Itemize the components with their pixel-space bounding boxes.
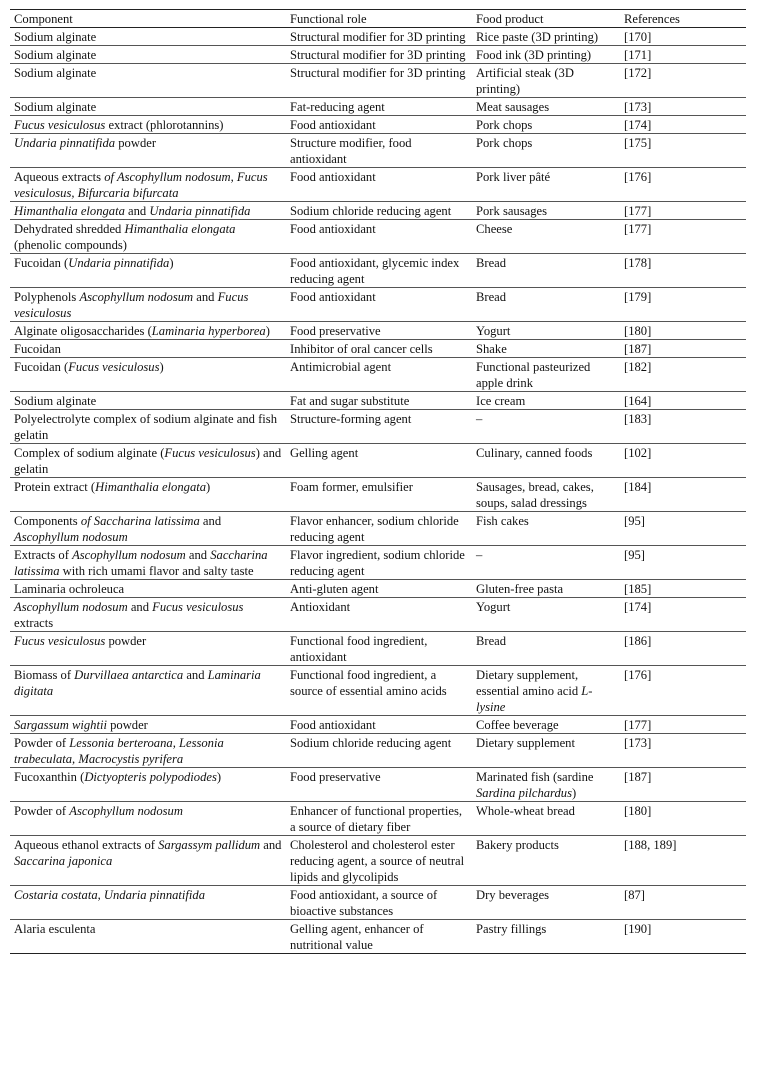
text-segment: – — [476, 548, 483, 562]
cell-functional-role: Sodium chloride reducing agent — [286, 202, 472, 220]
text-segment: Alaria esculenta — [14, 922, 96, 936]
italic-text: Sardina pilchardus — [476, 786, 572, 800]
cell-food-product — [472, 716, 620, 734]
table-row — [10, 836, 746, 886]
cell-functional-role: Food antioxidant, glycemic index reducing agent — [286, 254, 472, 288]
text-segment: Protein extract ( — [14, 480, 96, 494]
cell-component — [10, 478, 286, 512]
text-segment: Dietary supplement — [476, 736, 575, 750]
cell-functional-role: Fat and sugar substitute — [286, 392, 472, 410]
table-row — [10, 512, 746, 546]
cell-references: [180] — [620, 802, 746, 836]
text-segment: ) — [571, 786, 577, 800]
seaweed-components-table — [10, 9, 746, 954]
cell-component — [10, 836, 286, 886]
cell-functional-role: Structural modifier for 3D printing — [286, 28, 472, 46]
cell-functional-role: Food preservative — [286, 768, 472, 802]
cell-component — [10, 202, 286, 220]
text-segment: Yogurt — [476, 600, 511, 614]
text-segment: Sodium alginate — [14, 100, 97, 114]
text-segment: Coffee beverage — [476, 718, 559, 732]
italic-text: Ascophyllum nodosum — [14, 600, 128, 614]
italic-text: Sargassum wightii — [14, 718, 107, 732]
text-segment: Pastry fillings — [476, 922, 547, 936]
cell-component — [10, 168, 286, 202]
cell-food-product — [472, 666, 620, 716]
cell-component — [10, 444, 286, 478]
text-segment: Functional pasteurized apple drink — [476, 360, 591, 390]
text-segment: ) — [169, 256, 174, 270]
cell-references: [188, 189] — [620, 836, 746, 886]
text-segment: Fucoidan ( — [14, 256, 69, 270]
text-segment: Fucoidan ( — [14, 360, 69, 374]
cell-component — [10, 546, 286, 580]
table-row — [10, 920, 746, 954]
cell-food-product — [472, 340, 620, 358]
italic-text: Ascophyllum nodosum — [72, 548, 186, 562]
cell-functional-role: Food antioxidant, a source of bioactive substances — [286, 886, 472, 920]
cell-component — [10, 288, 286, 322]
table-row — [10, 134, 746, 168]
cell-food-product — [472, 410, 620, 444]
cell-references: [177] — [620, 220, 746, 254]
cell-references: [185] — [620, 580, 746, 598]
text-segment: Food ink (3D printing) — [476, 48, 592, 62]
text-segment: Artificial steak (3D printing) — [476, 66, 574, 96]
cell-component — [10, 64, 286, 98]
text-segment: Polyelectrolyte complex of sodium alginate and fish gelatin — [14, 412, 278, 442]
text-segment: Laminaria ochroleuca — [14, 582, 125, 596]
table-row — [10, 410, 746, 444]
text-segment: Dehydrated shredded — [14, 222, 125, 236]
cell-component — [10, 358, 286, 392]
text-segment: Sodium alginate — [14, 48, 97, 62]
cell-references: [190] — [620, 920, 746, 954]
text-segment: extract (phlorotannins) — [105, 118, 224, 132]
text-segment: Yogurt — [476, 324, 511, 338]
cell-references: [87] — [620, 886, 746, 920]
text-segment: Bakery products — [476, 838, 559, 852]
table-row — [10, 802, 746, 836]
cell-food-product — [472, 28, 620, 46]
cell-component — [10, 46, 286, 64]
table-row — [10, 220, 746, 254]
text-segment: Sodium alginate — [14, 66, 97, 80]
cell-references: [102] — [620, 444, 746, 478]
cell-functional-role: Enhancer of functional properties, a source of dietary fiber — [286, 802, 472, 836]
text-segment: powder — [115, 136, 157, 150]
text-segment: Sodium alginate — [14, 30, 97, 44]
header-food-product: Food product — [472, 10, 620, 28]
text-segment: and — [193, 290, 218, 304]
text-segment: Components — [14, 514, 81, 528]
text-segment: Cheese — [476, 222, 513, 236]
table-row — [10, 340, 746, 358]
cell-component — [10, 768, 286, 802]
text-segment: ) and gelatin — [14, 446, 282, 476]
text-segment: Fish cakes — [476, 514, 529, 528]
cell-functional-role: Food antioxidant — [286, 288, 472, 322]
italic-text: Saccharina latissima — [14, 548, 268, 578]
text-segment: Complex of sodium alginate ( — [14, 446, 165, 460]
cell-component — [10, 134, 286, 168]
text-segment: Powder of — [14, 804, 70, 818]
cell-references: [187] — [620, 768, 746, 802]
cell-references: [171] — [620, 46, 746, 64]
italic-text: Fucus vesiculosus — [14, 290, 249, 320]
text-segment: extracts — [14, 616, 54, 630]
cell-references: [175] — [620, 134, 746, 168]
cell-references: [174] — [620, 116, 746, 134]
cell-functional-role: Structure-forming agent — [286, 410, 472, 444]
italic-text: Laminaria hyperborea — [151, 324, 266, 338]
text-segment: ) — [216, 770, 222, 784]
italic-text: Ascophyllum nodosum — [69, 804, 183, 818]
text-segment: Ice cream — [476, 394, 526, 408]
table-row — [10, 64, 746, 98]
text-segment: Bread — [476, 634, 507, 648]
cell-functional-role: Sodium chloride reducing agent — [286, 734, 472, 768]
cell-food-product — [472, 202, 620, 220]
text-segment: Sausages, bread, cakes, soups, salad dressings — [476, 480, 594, 510]
text-segment: powder — [105, 634, 147, 648]
cell-component — [10, 920, 286, 954]
cell-references: [170] — [620, 28, 746, 46]
cell-food-product — [472, 288, 620, 322]
cell-functional-role: Cholesterol and cholesterol ester reducing agent, a source of neutral lipids and glycolipids — [286, 836, 472, 886]
text-segment: Meat sausages — [476, 100, 550, 114]
table-row — [10, 168, 746, 202]
text-segment: and — [260, 838, 282, 852]
table-row — [10, 358, 746, 392]
cell-food-product — [472, 322, 620, 340]
cell-functional-role: Fat-reducing agent — [286, 98, 472, 116]
italic-text: Fucus vesiculosus — [164, 446, 256, 460]
cell-component — [10, 116, 286, 134]
text-segment: Rice paste (3D printing) — [476, 30, 599, 44]
cell-component — [10, 392, 286, 410]
table-row — [10, 768, 746, 802]
cell-food-product — [472, 920, 620, 954]
cell-functional-role: Food antioxidant — [286, 168, 472, 202]
cell-functional-role: Food preservative — [286, 322, 472, 340]
cell-references: [182] — [620, 358, 746, 392]
cell-food-product — [472, 734, 620, 768]
italic-text: Himanthalia elongata — [124, 222, 236, 236]
text-segment: Dry beverages — [476, 888, 550, 902]
cell-references: [177] — [620, 716, 746, 734]
text-segment: Shake — [476, 342, 507, 356]
cell-references: [186] — [620, 632, 746, 666]
table-row — [10, 444, 746, 478]
cell-component — [10, 580, 286, 598]
cell-functional-role: Anti-gluten agent — [286, 580, 472, 598]
text-segment: Aqueous ethanol extracts of — [14, 838, 159, 852]
cell-component — [10, 410, 286, 444]
cell-food-product — [472, 478, 620, 512]
cell-food-product — [472, 444, 620, 478]
cell-food-product — [472, 802, 620, 836]
table-row — [10, 98, 746, 116]
italic-text: Ascophyllum nodosum — [79, 290, 194, 304]
italic-text: Laminaria digitata — [14, 668, 261, 698]
cell-component — [10, 632, 286, 666]
text-segment: Sodium alginate — [14, 394, 97, 408]
table-row — [10, 288, 746, 322]
table-row — [10, 116, 746, 134]
cell-references: [180] — [620, 322, 746, 340]
cell-component — [10, 886, 286, 920]
text-segment: Polyphenols — [14, 290, 80, 304]
cell-component — [10, 28, 286, 46]
text-segment: and — [124, 204, 150, 218]
cell-references: [176] — [620, 666, 746, 716]
cell-component — [10, 512, 286, 546]
cell-component — [10, 220, 286, 254]
text-segment: – — [476, 412, 483, 426]
cell-references: [184] — [620, 478, 746, 512]
italic-text: Undaria pinnatifida — [149, 204, 251, 218]
cell-food-product — [472, 98, 620, 116]
header-component: Component — [10, 10, 286, 28]
italic-text: Sargassym pallidum — [158, 838, 261, 852]
cell-references: [173] — [620, 98, 746, 116]
cell-references: [173] — [620, 734, 746, 768]
table-body — [10, 28, 746, 954]
cell-references: [174] — [620, 598, 746, 632]
italic-text: Undaria pinnatifida — [68, 256, 170, 270]
cell-food-product — [472, 886, 620, 920]
text-segment: ) — [206, 480, 211, 494]
cell-functional-role: Food antioxidant — [286, 220, 472, 254]
text-segment: Biomass of — [14, 668, 75, 682]
cell-functional-role: Functional food ingredient, antioxidant — [286, 632, 472, 666]
table-row — [10, 598, 746, 632]
cell-references: [172] — [620, 64, 746, 98]
text-segment: and — [185, 548, 211, 562]
cell-food-product — [472, 64, 620, 98]
cell-functional-role: Functional food ingredient, a source of essential amino acids — [286, 666, 472, 716]
cell-component — [10, 716, 286, 734]
table-row — [10, 716, 746, 734]
cell-food-product — [472, 254, 620, 288]
text-segment: Gluten-free pasta — [476, 582, 564, 596]
text-segment: Alginate oligosaccharides ( — [14, 324, 152, 338]
cell-component — [10, 98, 286, 116]
text-segment: Fucoxanthin ( — [14, 770, 85, 784]
text-segment: Extracts of — [14, 548, 73, 562]
cell-functional-role: Gelling agent — [286, 444, 472, 478]
table-row — [10, 734, 746, 768]
header-row — [10, 10, 746, 28]
italic-text: Lessonia berteroana, Lessonia trabeculata, Macrocystis pyrifera — [14, 736, 224, 766]
cell-food-product — [472, 134, 620, 168]
cell-food-product — [472, 598, 620, 632]
text-segment: Powder of — [14, 736, 70, 750]
text-segment: with rich umami flavor and salty taste — [59, 564, 254, 578]
cell-food-product — [472, 836, 620, 886]
italic-text: Himanthalia elongata — [95, 480, 207, 494]
text-segment: and — [127, 600, 153, 614]
text-segment: ) — [159, 360, 164, 374]
text-segment: Marinated fish (sardine — [476, 770, 594, 784]
table-row — [10, 392, 746, 410]
italic-text: of Ascophyllum nodosum, Fucus vesiculosus, Bifurcaria bifurcata — [14, 170, 268, 200]
table-row — [10, 28, 746, 46]
text-segment: Pork chops — [476, 118, 533, 132]
text-segment: (phenolic compounds) — [14, 238, 127, 252]
cell-component — [10, 666, 286, 716]
cell-references: [177] — [620, 202, 746, 220]
cell-food-product — [472, 46, 620, 64]
cell-references: [178] — [620, 254, 746, 288]
cell-food-product — [472, 116, 620, 134]
table-row — [10, 322, 746, 340]
italic-text: Costaria costata, Undaria pinnatifida — [14, 888, 206, 902]
cell-component — [10, 254, 286, 288]
cell-functional-role: Structural modifier for 3D printing — [286, 64, 472, 98]
cell-food-product — [472, 392, 620, 410]
cell-food-product — [472, 546, 620, 580]
italic-text: L-lysine — [476, 684, 593, 714]
table-row — [10, 580, 746, 598]
italic-text: Fucus vesiculosus — [14, 634, 106, 648]
cell-food-product — [472, 512, 620, 546]
cell-food-product — [472, 768, 620, 802]
cell-component — [10, 340, 286, 358]
text-segment: Pork sausages — [476, 204, 548, 218]
header-functional-role: Functional role — [286, 10, 472, 28]
cell-functional-role: Food antioxidant — [286, 116, 472, 134]
cell-food-product — [472, 220, 620, 254]
text-segment: ) — [265, 324, 270, 338]
header-references: References — [620, 10, 746, 28]
cell-functional-role: Structure modifier, food antioxidant — [286, 134, 472, 168]
cell-food-product — [472, 580, 620, 598]
text-segment: Aqueous extracts — [14, 170, 105, 184]
italic-text: Durvillaea antarctica — [74, 668, 184, 682]
cell-functional-role: Structural modifier for 3D printing — [286, 46, 472, 64]
text-segment: Dietary supplement, essential amino acid — [476, 668, 582, 698]
table-row — [10, 886, 746, 920]
cell-references: [179] — [620, 288, 746, 322]
cell-functional-role: Foam former, emulsifier — [286, 478, 472, 512]
cell-references: [95] — [620, 546, 746, 580]
text-segment: and — [199, 514, 222, 528]
cell-functional-role: Gelling agent, enhancer of nutritional value — [286, 920, 472, 954]
italic-text: Dictyopteris polypodiodes — [84, 770, 217, 784]
text-segment: Whole-wheat bread — [476, 804, 575, 818]
italic-text: of Saccharina latissima — [80, 514, 200, 528]
text-segment: Fucoidan — [14, 342, 61, 356]
cell-food-product — [472, 358, 620, 392]
table-row — [10, 202, 746, 220]
cell-functional-role: Antimicrobial agent — [286, 358, 472, 392]
table-container — [10, 9, 746, 954]
cell-food-product — [472, 168, 620, 202]
cell-functional-role: Antioxidant — [286, 598, 472, 632]
cell-references: [95] — [620, 512, 746, 546]
italic-text: Ascophyllum nodosum — [14, 530, 128, 544]
table-row — [10, 254, 746, 288]
text-segment: Pork chops — [476, 136, 533, 150]
italic-text: Fucus vesiculosus — [14, 118, 106, 132]
cell-component — [10, 734, 286, 768]
cell-functional-role: Food antioxidant — [286, 716, 472, 734]
italic-text: Himanthalia elongata — [14, 204, 125, 218]
italic-text: Undaria pinnatifida — [14, 136, 116, 150]
text-segment: Pork liver pâté — [476, 170, 551, 184]
cell-references: [176] — [620, 168, 746, 202]
text-segment: Bread — [476, 290, 507, 304]
cell-component — [10, 802, 286, 836]
cell-references: [183] — [620, 410, 746, 444]
table-row — [10, 666, 746, 716]
cell-component — [10, 322, 286, 340]
cell-references: [187] — [620, 340, 746, 358]
table-row — [10, 546, 746, 580]
cell-food-product — [472, 632, 620, 666]
table-row — [10, 478, 746, 512]
table-row — [10, 632, 746, 666]
text-segment: powder — [106, 718, 148, 732]
cell-references: [164] — [620, 392, 746, 410]
text-segment: Bread — [476, 256, 507, 270]
text-segment: Culinary, canned foods — [476, 446, 593, 460]
cell-component — [10, 598, 286, 632]
italic-text: Fucus vesiculosus — [68, 360, 160, 374]
italic-text: Fucus vesiculosus — [152, 600, 244, 614]
cell-functional-role: Flavor enhancer, sodium chloride reducing agent — [286, 512, 472, 546]
cell-functional-role: Inhibitor of oral cancer cells — [286, 340, 472, 358]
text-segment: and — [183, 668, 208, 682]
table-row — [10, 46, 746, 64]
italic-text: Saccarina japonica — [14, 854, 113, 868]
cell-functional-role: Flavor ingredient, sodium chloride reducing agent — [286, 546, 472, 580]
